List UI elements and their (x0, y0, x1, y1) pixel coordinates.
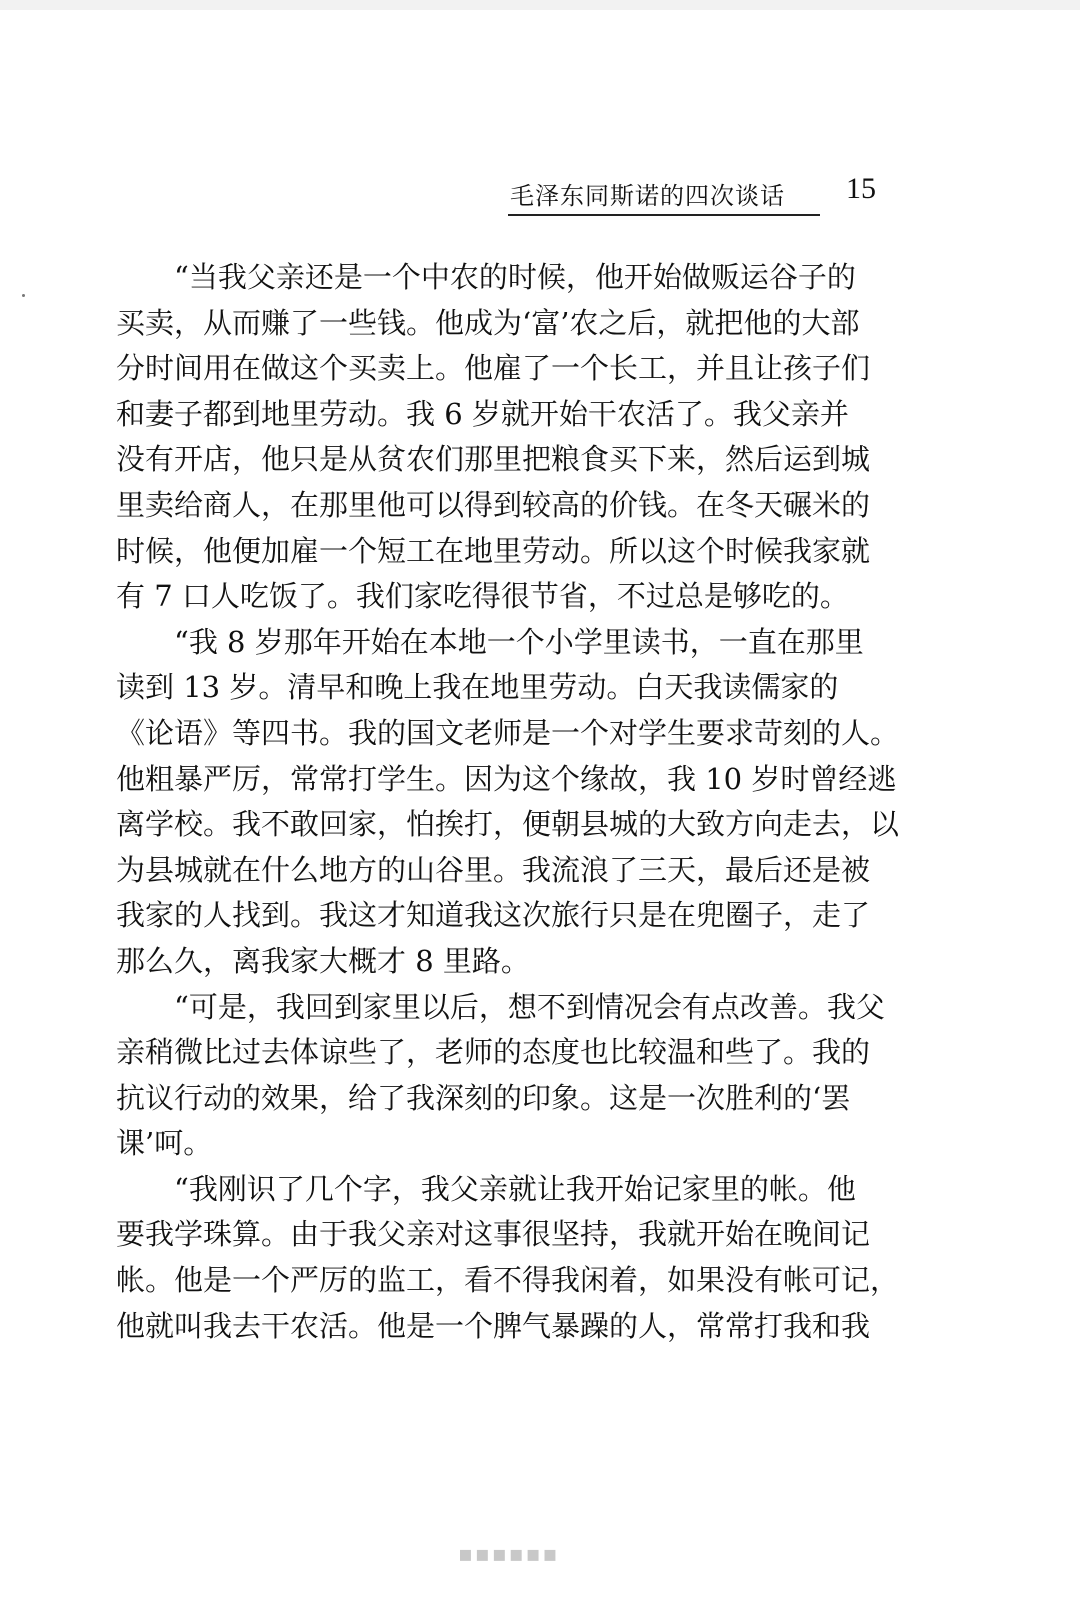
paragraph: “可是，我回到家里以后，想不到情况会有点改善。我父 亲稍微比过去体谅些了，老师的态度也比较温和些了。我的 抗议行动的效果，给了我深刻的印象。这是一次胜利的‘罢 课’呵。 (116, 989, 885, 1161)
book-page (0, 10, 1080, 1597)
body-text (116, 255, 916, 1349)
header-underline (508, 214, 820, 216)
paragraph: “我 8 岁那年开始在本地一个小学里读书，一直在那里 读到 13 岁。清早和晚上我在地里劳动。白天我读儒家的 《论语》等四书。我的国文老师是一个对学生要求苛刻的人。 他粗暴严厉，常常打学生。因为这个缘故，我 10 岁时曾经逃 离学校。我不敢回家，怕挨打，便朝县城的大致方向走去，以 为县城就在什么地方的山谷里。我流浪了三天，最后还是被 我家的人找到。我这才知道我这次旅行只是在兜圈子，走了 那么久，离我家大概才 8 里路。 (116, 624, 900, 978)
scan-speck (22, 294, 25, 297)
source-watermark: ▪▪▪▪▪▪ (458, 1542, 560, 1567)
paragraph: “我刚识了几个字，我父亲就让我开始记家里的帐。他 要我学珠算。由于我父亲对这事很坚持，我就开始在晚间记 帐。他是一个严厉的监工，看不得我闲着，如果没有帐可记， 他就叫我去干农活。他是一个脾气暴躁的人，常常打我和我 (116, 1171, 900, 1343)
running-header (510, 172, 880, 222)
page-number: 15 (846, 172, 876, 205)
paragraph: “当我父亲还是一个中农的时候，他开始做贩运谷子的 买卖，从而赚了一些钱。他成为‘富’农之后，就把他的大部 分时间用在做这个买卖上。他雇了一个长工，并且让孩子们 和妻子都到地里劳动。我 6 岁就开始干农活了。我父亲并 没有开店，他只是从贫农们那里把粮食买下来，然后运到城 里卖给商人，在那里他可以得到较高的价钱。在冬天碾米的 时候，他便加雇一个短工在地里劳动。所以这个时候我家就 有 7 口人吃饭了。我们家吃得很节省，不过总是够吃的。 (116, 260, 871, 614)
running-header-title: 毛泽东同斯诺的四次谈话 (510, 182, 785, 210)
